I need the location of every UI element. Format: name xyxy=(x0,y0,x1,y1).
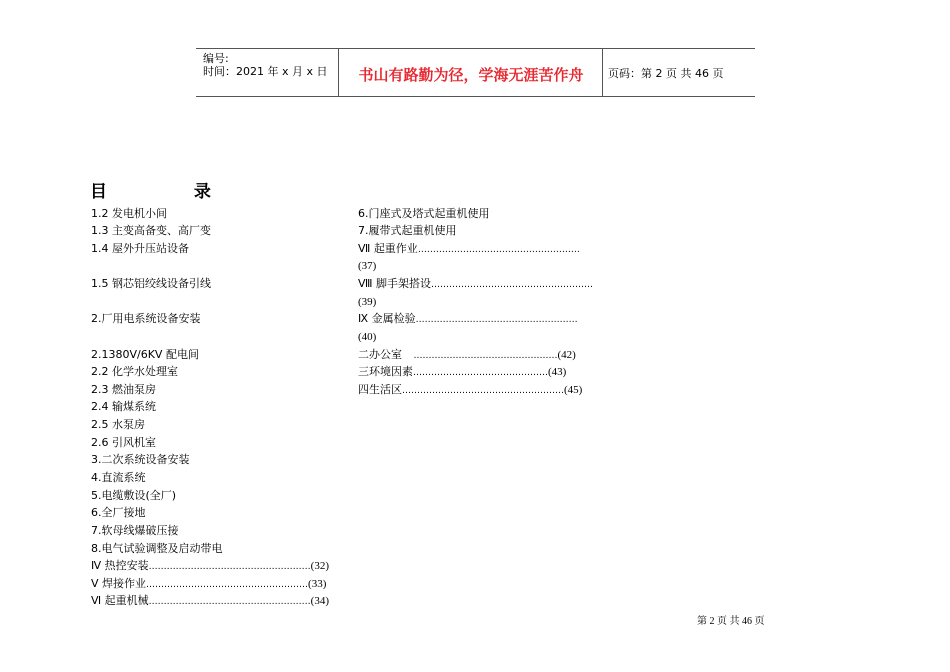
header-top-rule xyxy=(196,48,755,49)
toc-page-number: (37) xyxy=(358,260,377,272)
toc-entry[interactable]: 5.电缆敷设(全厂) xyxy=(91,489,177,502)
toc-entry[interactable]: Ⅳ 热控安装………………………………………………(32) xyxy=(91,559,329,572)
toc-entry[interactable]: 2.5 水泵房 xyxy=(91,418,145,431)
toc-entry[interactable]: Ⅶ 起重作业……………………………………………… xyxy=(358,242,580,255)
toc-leader: ……………………………………… xyxy=(413,368,548,378)
header-time-label: 时间：2021 年 x 月 x 日 xyxy=(203,65,328,78)
toc-title xyxy=(90,177,212,202)
toc-entry[interactable]: 2.4 输煤系统 xyxy=(91,400,156,413)
toc-page-number: (40) xyxy=(358,331,377,343)
toc-entry[interactable]: 4.直流系统 xyxy=(91,471,146,484)
toc-title-right: 录 xyxy=(193,182,212,202)
toc-entry[interactable]: 7.软母线爆破压接 xyxy=(91,524,179,537)
toc-leader: ……………………………………………… xyxy=(415,315,578,325)
toc-title-left: 目 xyxy=(90,182,108,202)
toc-entry[interactable]: 四生活区………………………………………………(45) xyxy=(358,383,583,396)
toc-entry[interactable]: 2.1380V/6KV 配电间 xyxy=(91,348,199,361)
toc-entry[interactable]: 8.电气试验调整及启动带电 xyxy=(91,542,223,555)
toc-page-number: (43) xyxy=(548,366,567,378)
toc-entry[interactable]: 1.4 屋外升压站设备 xyxy=(91,242,189,255)
toc-page-number: (39) xyxy=(358,296,377,308)
toc-leader: ……………………………………………… xyxy=(148,562,311,572)
toc-page-number: (45) xyxy=(564,384,583,396)
header-divider-left xyxy=(338,48,339,97)
toc-entry[interactable]: 6.门座式及塔式起重机使用 xyxy=(358,207,490,220)
toc-entry[interactable]: Ⅵ 起重机械………………………………………………(34) xyxy=(91,594,329,607)
toc-leader: ……………………………………………… xyxy=(430,280,593,290)
toc-entry[interactable]: Ⅷ 脚手架搭设……………………………………………… xyxy=(358,277,593,290)
toc-leader: ………………………………………… xyxy=(402,351,558,361)
toc-page-number: (34) xyxy=(310,595,329,607)
header-motto: 书山有路勤为径，学海无涯苦作舟 xyxy=(358,66,584,84)
toc-entry[interactable]: 1.5 钢芯铝绞线设备引线 xyxy=(91,277,211,290)
toc-leader: ……………………………………………… xyxy=(402,386,564,396)
toc-page-number: (42) xyxy=(557,349,576,361)
toc-leader: ……………………………………………… xyxy=(148,597,311,607)
toc-entry[interactable]: 1.2 发电机小间 xyxy=(91,207,167,220)
toc-entry[interactable]: 6.全厂接地 xyxy=(91,506,146,519)
header-divider-right xyxy=(602,48,603,97)
toc-page-number: (32) xyxy=(310,560,329,572)
toc-leader: ……………………………………………… xyxy=(146,580,309,590)
toc-entry[interactable]: 2.2 化学水处理室 xyxy=(91,365,178,378)
header-page-label: 页码：第 2 页 共 46 页 xyxy=(608,67,724,80)
toc-entry[interactable]: 1.3 主变高备变、高厂变 xyxy=(91,224,211,237)
toc-entry[interactable]: Ⅸ 金属检验……………………………………………… xyxy=(358,312,578,325)
toc-entry[interactable]: 3.二次系统设备安装 xyxy=(91,453,190,466)
toc-entry[interactable]: 7.履带式起重机使用 xyxy=(358,224,457,237)
toc-entry[interactable]: 二办公室 …………………………………………(42) xyxy=(358,348,576,361)
toc-entry[interactable]: 2.6 引风机室 xyxy=(91,436,156,449)
header-bottom-rule xyxy=(196,96,755,97)
footer-page-number: 第 2 页 共 46 页 xyxy=(697,616,765,627)
toc-page-number: (33) xyxy=(308,578,327,590)
toc-leader: ……………………………………………… xyxy=(417,245,580,255)
toc-entry[interactable]: 2.3 燃油泵房 xyxy=(91,383,156,396)
header-number-label: 编号: xyxy=(203,52,229,65)
toc-entry[interactable]: Ⅴ 焊接作业………………………………………………(33) xyxy=(91,577,327,590)
toc-entry[interactable]: 2.厂用电系统设备安装 xyxy=(91,312,201,325)
toc-entry[interactable]: 三环境因素………………………………………(43) xyxy=(358,365,567,378)
